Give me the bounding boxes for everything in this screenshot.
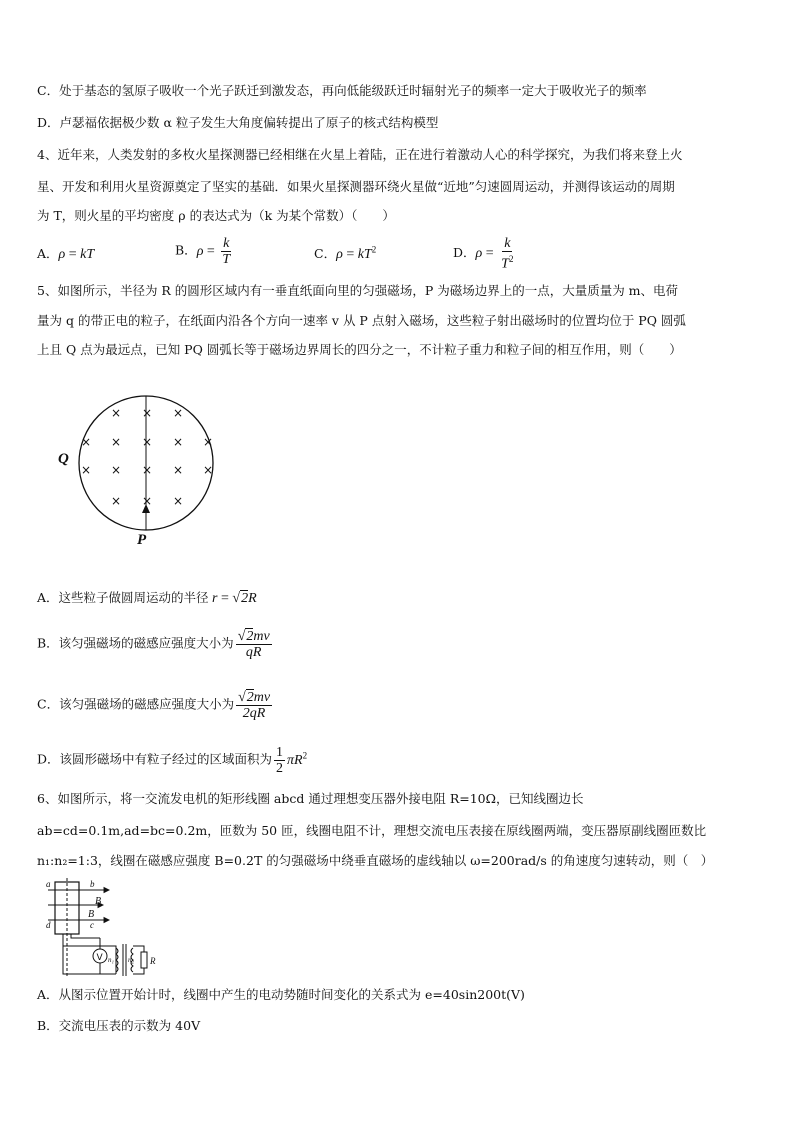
q5-option-c: [37, 690, 274, 721]
q5-option-b-formula: $\frac{√2mv}{qR}$: [237, 629, 270, 660]
q4-option-b: [175, 236, 234, 267]
voltmeter-label: V: [96, 953, 103, 963]
field-cross: ×: [141, 435, 153, 449]
field-cross: ×: [110, 435, 122, 449]
q5-option-c-text: C．该匀强磁场的磁感应强度大小为: [37, 696, 235, 712]
point-q-label: Q: [58, 451, 69, 467]
field-cross: ×: [202, 463, 214, 477]
q5-line-1: 5、如图所示，半径为 R 的圆形区域内有一垂直纸面向里的匀强磁场，P 为磁场边界上的一点，大量质量为 m、电荷: [37, 283, 679, 298]
resistor-icon: [141, 952, 147, 968]
q5-option-d-formula: $\frac{1}{2}$ $\pi R^2$: [276, 745, 308, 776]
option-d-previous: D．卢瑟福依据极少数 α 粒子发生大角度偏转提出了原子的核式结构模型: [37, 115, 439, 130]
primary-turns-label: n₁: [108, 956, 114, 964]
q4-option-a-formula: ρ = kT: [58, 247, 95, 262]
q4-option-c-label: C．: [314, 246, 337, 261]
coil-corner-d: d: [46, 920, 51, 930]
q4-option-b-formula: ρ = $\frac{k}{T}$: [196, 236, 231, 267]
field-cross: ×: [80, 463, 92, 477]
field-cross: ×: [141, 494, 153, 508]
q6-line-2: ab=cd=0.1m,ad=bc=0.2m，匝数为 50 匝，线圈电阻不计，理想交流电压表接在原线圈两端，变压器原副线圈匝数比: [37, 823, 707, 838]
field-cross: ×: [110, 494, 122, 508]
field-cross: ×: [80, 435, 92, 449]
coil-corner-a: a: [46, 879, 51, 889]
q5-option-b: [37, 629, 274, 660]
q5-option-d: [37, 745, 307, 776]
field-cross: ×: [172, 463, 184, 477]
field-cross: ×: [110, 406, 122, 420]
q6-option-a: A．从图示位置开始计时，线圈中产生的电动势随时间变化的关系式为 e=40sin200t(V): [37, 987, 525, 1002]
q6-option-b: B．交流电压表的示数为 40V: [37, 1018, 201, 1033]
coil-corner-c: c: [90, 920, 94, 930]
field-label-2: B: [88, 909, 95, 920]
field-cross: ×: [172, 406, 184, 420]
field-cross: ×: [202, 435, 214, 449]
q4-line-1: 4、近年来，人类发射的多枚火星探测器已经相继在火星上着陆，正在进行着激动人心的科学探究，为我们将来登上火: [37, 147, 683, 162]
field-label-1: B: [95, 896, 102, 907]
coil-corner-b: b: [90, 879, 95, 889]
q4-option-d-label: D．: [453, 245, 476, 261]
q4-option-c-formula: $\rho = kT^2$: [336, 244, 377, 262]
q6-line-1: 6、如图所示，将一交流发电机的矩形线圈 abcd 通过理想变压器外接电阻 R=10Ω，已知线圈边长: [37, 791, 584, 806]
q5-option-d-text: D．该圆形磁场中有粒子经过的区域面积为: [37, 751, 273, 767]
q4-option-c: [314, 244, 376, 263]
q5-option-a-formula: r = √2R: [208, 591, 257, 606]
q5-option-c-formula: $\frac{√2mv}{2qR}$: [238, 690, 271, 721]
q4-option-d: [453, 236, 517, 272]
field-cross: ×: [141, 406, 153, 420]
q4-line-2: 星、开发和利用火星资源奠定了坚实的基础．如果火星探测器环绕火星做“近地”匀速圆周运动，并测得该运动的周期: [37, 179, 675, 194]
q6-generator-figure: [40, 876, 170, 980]
q5-line-2: 量为 q 的带正电的粒子，在纸面内沿各个方向一速率 v 从 P 点射入磁场，这些粒子射出磁场时的位置均位于 PQ 圆弧: [37, 313, 686, 328]
q4-line-3: 为 T，则火星的平均密度 ρ 的表达式为（k 为某个常数）（ ）: [37, 208, 395, 223]
q4-option-d-formula: ρ = $\frac{k}{T^2}$: [475, 236, 514, 272]
q6-line-3: n₁:n₂=1:3，线圈在磁感应强度 B=0.2T 的匀强磁场中绕垂直磁场的虚线轴以 ω=200rad/s 的角速度匀速转动，则（ ）: [37, 853, 714, 868]
q5-option-a-text: A．这些粒子做圆周运动的半径: [37, 590, 209, 605]
q5-magnetic-field-figure: [50, 390, 230, 550]
q4-option-a: [37, 244, 94, 263]
q5-option-b-text: B．该匀强磁场的磁感应强度大小为: [37, 635, 234, 651]
field-cross: ×: [141, 463, 153, 477]
q5-line-3: 上且 Q 点为最远点，已知 PQ 圆弧长等于磁场边界周长的四分之一，不计粒子重力和粒子间的相互作用，则（ ）: [37, 342, 682, 357]
q4-option-a-label: A．: [37, 246, 59, 261]
secondary-turns-label: n₂: [128, 956, 134, 964]
resistor-label: R: [150, 956, 156, 966]
field-cross: ×: [110, 463, 122, 477]
q4-option-b-label: B．: [175, 242, 197, 258]
point-p-label: P: [137, 532, 147, 548]
field-cross: ×: [172, 494, 184, 508]
option-c-previous: C．处于基态的氢原子吸收一个光子跃迁到激发态，再向低能级跃迁时辐射光子的频率一定大于吸收光子的频率: [37, 83, 647, 98]
q5-option-a: [37, 588, 257, 607]
field-cross: ×: [172, 435, 184, 449]
